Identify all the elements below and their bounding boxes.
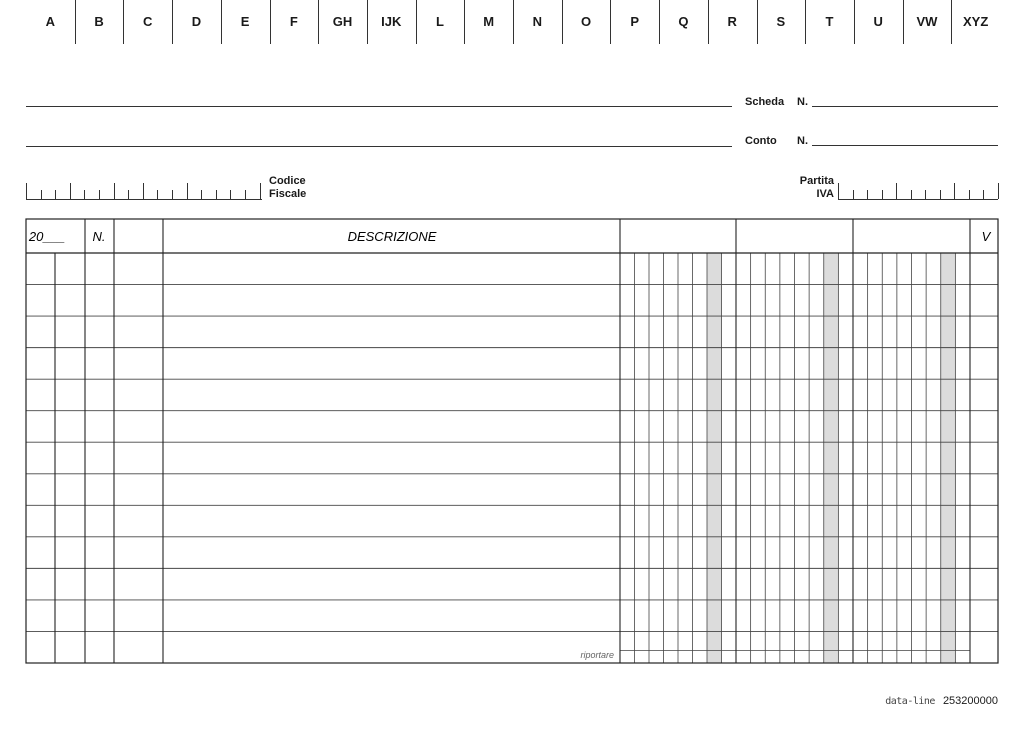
carry-forward-label: riportare bbox=[580, 650, 614, 660]
partita-iva-label: Partita IVA bbox=[799, 175, 834, 200]
index-tab-t[interactable]: T bbox=[825, 14, 834, 29]
conto-number-label: N. bbox=[797, 135, 808, 147]
description-header: DESCRIZIONE bbox=[347, 229, 437, 244]
index-tab-xyz[interactable]: XYZ bbox=[962, 14, 989, 29]
index-tab-r[interactable]: R bbox=[727, 14, 737, 29]
index-tab-ijk[interactable]: IJK bbox=[381, 14, 402, 29]
codice-fiscale-label: Codice Fiscale bbox=[269, 175, 307, 200]
product-code: 253200000 bbox=[942, 695, 998, 707]
index-tab-p[interactable]: P bbox=[630, 14, 640, 29]
index-tab-vw[interactable]: VW bbox=[916, 14, 938, 29]
index-tab-o[interactable]: O bbox=[580, 14, 592, 29]
cents-shade-2 bbox=[824, 253, 839, 663]
scheda-label: Scheda bbox=[745, 96, 785, 108]
table-border bbox=[26, 219, 998, 663]
check-header: V bbox=[981, 229, 991, 244]
scheda-number-label: N. bbox=[797, 96, 808, 108]
index-tab-m[interactable]: M bbox=[483, 14, 495, 29]
index-tab-gh[interactable]: GH bbox=[332, 14, 353, 29]
index-tab-q[interactable]: Q bbox=[678, 14, 689, 29]
index-tab-a[interactable]: A bbox=[45, 14, 56, 29]
index-tab-f[interactable]: F bbox=[289, 14, 298, 29]
brand-logo: data-line bbox=[885, 696, 935, 707]
index-tab-d[interactable]: D bbox=[191, 14, 202, 29]
conto-label: Conto bbox=[745, 135, 777, 147]
index-tab-u[interactable]: U bbox=[873, 14, 883, 29]
number-header: N. bbox=[92, 229, 106, 244]
index-tab-n[interactable]: N bbox=[532, 14, 543, 29]
index-tab-b[interactable]: B bbox=[94, 14, 104, 29]
index-tab-l[interactable]: L bbox=[435, 14, 444, 29]
index-tab-s[interactable]: S bbox=[776, 14, 786, 29]
index-tab-c[interactable]: C bbox=[143, 14, 153, 29]
year-header: 20___ bbox=[28, 229, 66, 244]
cents-shade-3 bbox=[941, 253, 956, 663]
footer bbox=[885, 695, 998, 707]
index-tab-e[interactable]: E bbox=[240, 14, 250, 29]
cents-shade-1 bbox=[707, 253, 722, 663]
